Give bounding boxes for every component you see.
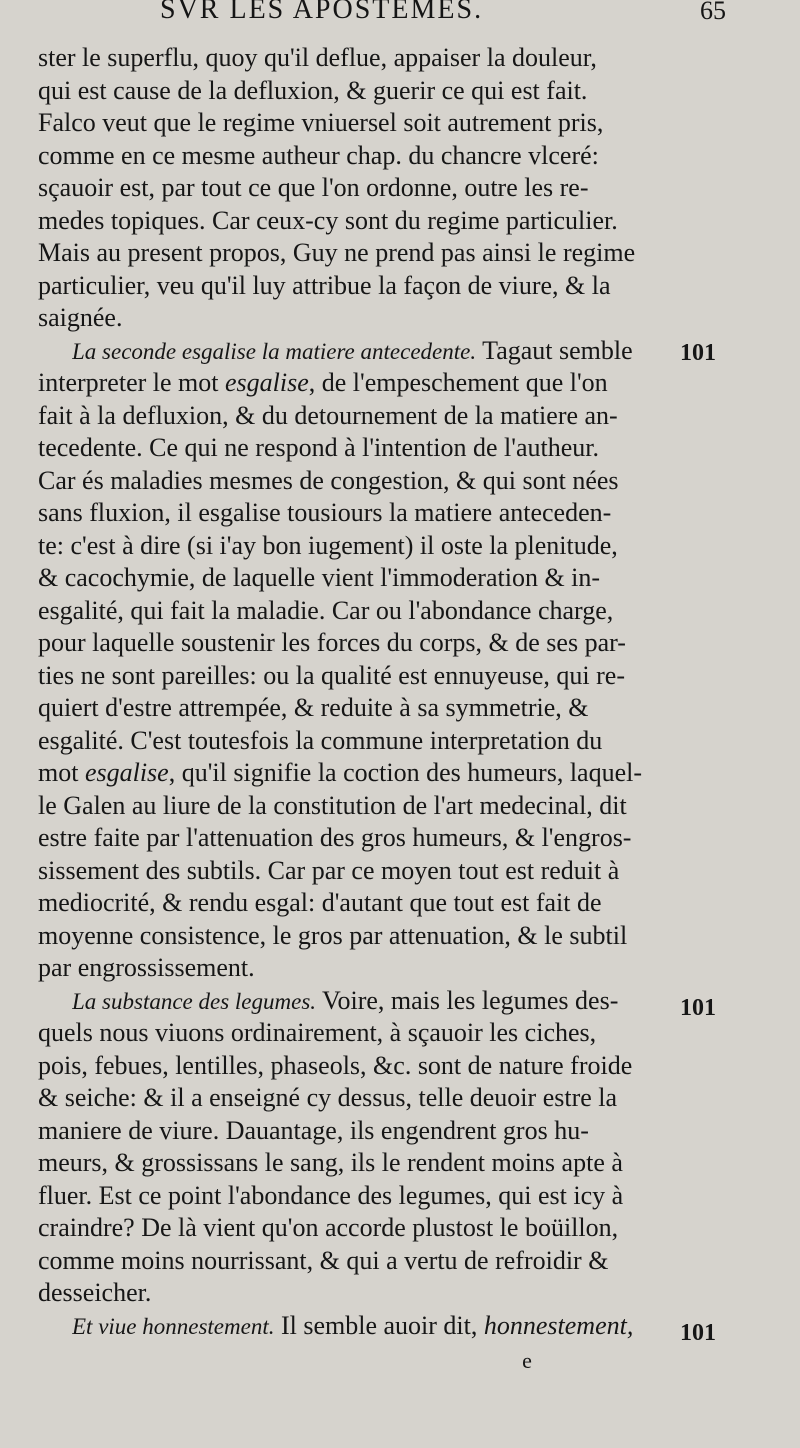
text-line (38, 530, 670, 562)
line-text: pois, febues, lentilles, phaseols, &c. sont de nature froide (38, 1051, 633, 1080)
line-text: ties ne sont pareilles: ou la qualité est ennuyeuse, qui re- (38, 661, 625, 690)
text-line (38, 887, 670, 919)
line-text: esgalité, qui fait la maladie. Car ou l'abondance charge, (38, 596, 614, 625)
line-text: esgalité. C'est toutesfois la commune interpretation du (38, 726, 603, 755)
lemma: La seconde esgalise la matiere antecedente. (72, 339, 477, 364)
text-line (38, 790, 670, 822)
line-text: desseicher. (38, 1278, 152, 1307)
text-line (38, 627, 670, 659)
margin-number: 101 (680, 1320, 716, 1346)
text-line (38, 237, 670, 269)
line-text: ster le superflu, quoy qu'il deflue, appaiser la douleur, (38, 43, 597, 72)
text-line (38, 205, 670, 237)
line-text: Il semble auoir dit, (274, 1311, 484, 1340)
line-text: pour laquelle soustenir les forces du corps, & de ses par- (38, 628, 626, 657)
line-text: & seiche: & il a enseigné cy dessus, telle deuoir estre la (38, 1083, 618, 1112)
line-text: interpreter le mot (38, 368, 225, 397)
line-text: mot (38, 758, 85, 787)
text-line (72, 985, 670, 1018)
text-line (38, 302, 670, 334)
line-text: sans fluxion, il esgalise tousiours la matiere anteceden- (38, 498, 612, 527)
line-text: Mais au present propos, Guy ne prend pas ainsi le regime (38, 238, 636, 267)
line-text: medes topiques. Car ceux-cy sont du regime particulier. (38, 206, 618, 235)
line-text: par engrossissement. (38, 953, 255, 982)
text-line (38, 400, 670, 432)
margin-number: 101 (680, 340, 716, 366)
line-text: te: c'est à dire (si i'ay bon iugement) il oste la plenitude, (38, 531, 618, 560)
text-line (38, 497, 670, 529)
line-text: comme en ce mesme autheur chap. du chancre vlceré: (38, 141, 599, 170)
text-line (38, 140, 670, 172)
text-line (38, 107, 670, 139)
text-line (38, 1017, 670, 1049)
lemma: Et viue honnestement. (72, 1314, 275, 1339)
line-text: fluer. Est ce point l'abondance des legumes, qui est icy à (38, 1181, 624, 1210)
text-line (38, 692, 670, 724)
line-text: fait à la defluxion, & du detournement de la matiere an- (38, 401, 618, 430)
line-text: comme moins nourrissant, & qui a vertu de refroidir & (38, 1246, 609, 1275)
text-line (38, 367, 670, 399)
line-text: particulier, veu qu'il luy attribue la façon de viure, & la (38, 271, 611, 300)
text-line (38, 660, 670, 692)
text-line (38, 725, 670, 757)
text-line (38, 270, 670, 302)
text-line (38, 1212, 670, 1244)
text-line (38, 855, 670, 887)
italic-word: esgalise (84, 758, 169, 787)
line-text: tecedente. Ce qui ne respond à l'intention de l'autheur. (38, 433, 599, 462)
text-line (38, 1277, 670, 1309)
text-line (38, 1050, 670, 1082)
line-text: le Galen au liure de la constitution de l'art medecinal, dit (38, 791, 627, 820)
text-line (38, 757, 670, 789)
running-head: SVR LES APOSTEMES. (160, 0, 484, 25)
text-line (38, 432, 670, 464)
text-line (38, 172, 670, 204)
line-text: estre faite par l'attenuation des gros humeurs, & l'engros- (38, 823, 632, 852)
line-text: quels nous viuons ordinairement, à sçauoir les ciches, (38, 1018, 597, 1047)
line-text: mediocrité, & rendu esgal: d'autant que tout est fait de (38, 888, 602, 917)
text-line (38, 562, 670, 594)
line-text: maniere de viure. Dauantage, ils engendrent gros hu- (38, 1116, 589, 1145)
line-text: qui est cause de la defluxion, & guerir ce qui est fait. (38, 76, 588, 105)
italic-word: honnestement, (483, 1311, 634, 1340)
text-line (72, 335, 670, 368)
text-line (38, 1180, 670, 1212)
line-text: Voire, mais les legumes des- (316, 986, 619, 1015)
line-text: craindre? De là vient qu'on accorde plustost le boüillon, (38, 1213, 619, 1242)
text-line (38, 1115, 670, 1147)
signature-mark: e (522, 1348, 532, 1373)
line-text: saignée. (38, 303, 123, 332)
line-text: Car és maladies mesmes de congestion, & qui sont nées (38, 466, 619, 495)
text-line (38, 595, 670, 627)
line-text: sissement des subtils. Car par ce moyen tout est reduit à (38, 856, 620, 885)
line-text: , qu'il signifie la coction des humeurs, laquel- (168, 758, 643, 787)
text-line (38, 75, 670, 107)
italic-word: esgalise (224, 368, 309, 397)
text-line (38, 822, 670, 854)
text-line (38, 1082, 670, 1114)
text-line (38, 465, 670, 497)
text-line (38, 1147, 670, 1179)
text-line (72, 1310, 670, 1343)
line-text: sçauoir est, par tout ce que l'on ordonne, outre les re- (38, 173, 589, 202)
margin-number: 101 (680, 995, 716, 1021)
line-text: Tagaut semble (476, 336, 633, 365)
line-text: meurs, & grossissans le sang, ils le rendent moins apte à (38, 1148, 623, 1177)
line-text: Falco veut que le regime vniuersel soit autrement pris, (38, 108, 604, 137)
text-line (38, 952, 670, 984)
text-line (38, 1245, 670, 1277)
line-text: , de l'empeschement que l'on (308, 368, 608, 397)
line-text: & cacochymie, de laquelle vient l'immoderation & in- (38, 563, 601, 592)
page-number: 65 (700, 0, 726, 25)
line-text: moyenne consistence, le gros par attenuation, & le subtil (38, 921, 628, 950)
line-text: quiert d'estre attrempée, & reduite à sa symmetrie, & (38, 693, 589, 722)
lemma: La substance des legumes. (72, 989, 317, 1014)
page-header (0, 0, 800, 30)
text-line (38, 42, 670, 74)
text-line (38, 920, 670, 952)
